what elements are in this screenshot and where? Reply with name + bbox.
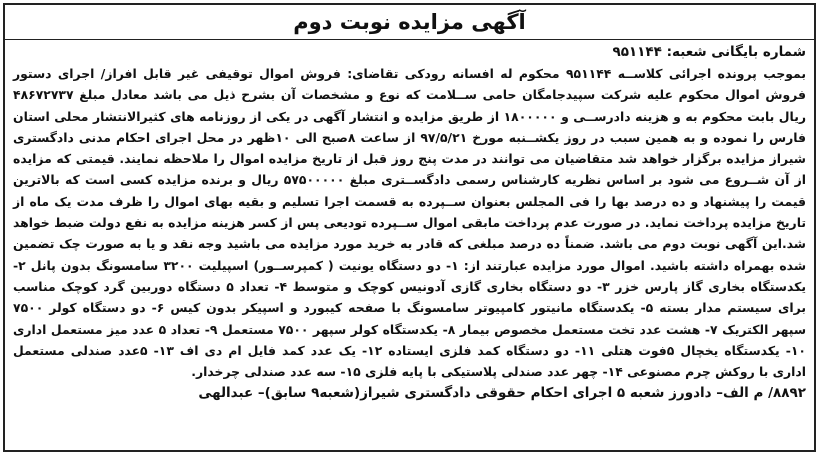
notice-body: بموجب پرونده اجرائی کلاســه ۹۵۱۱۴۴ محکوم له افسانه رودکی تقاضای: فروش اموال توقیفی غیر قابل افراز/ اجرای دستور فروش اموال محکوم علیه شرکت سپیدجامگان حامی ســلامت که نوع و مشخصات آن بشرح ذیل می باشد معادل مبلغ ۴۸۶۷۲۷۳۷ ریال بابت محکوم به و هزینه دادرســی و ۱۸۰۰۰۰۰ از طریق مزایده و انتشار آگهی در یکی از روزنامه های کثیرالانتشار محلی استان فارس را نموده و به همین سبب در روز یکشــنبه مورخ ۹۷/۵/۲۱ از ساعت ۸صبح الی ۱۰ظهر در محل اجرای احکام مدنی دادگستری شیراز مزایده برگزار خواهد شد متقاضیان می توانند در مدت پنج روز قبل از تاریخ مزایده اموال را ملاحظه نمایند. قیمتی که مزایده از آن شــروع می شود بر اساس نظریه کارشناس رسمی دادگســتری مبلغ ۵۷۵۰۰۰۰۰ ریال و برنده مزایده کسی است که بالاترین قیمت را پیشنهاد و ده درصد بها را فی المجلس بعنوان ســپرده به قسمت اجرا تسلیم و بقیه بهای اموال را ظرف مدت یک ماه از تاریخ مزایده پرداخت نماید. در صورت عدم پرداخت مابقی اموال ســپرده تودیعی پس از کسر هزینه مزایده به نفع دولت ضبط خواهد شد.این آگهی نوبت دوم می باشد. ضمناً ده درصد مبلغی که قادر به خرید مورد مزایده می باشید وجه نقد و یا به صورت چک تضمین شده بهمراه داشته باشید. اموال مورد مزایده عبارتند از: ۱- دو دستگاه یونیت ( کمپرســور) اسپیلیت ۳۲۰۰ سامسونگ بدون پانل ۲- یکدستگاه بخاری گاز پارس خزر ۳- دو دستگاه بخاری گازی آدونیس کوچک و متوسط ۴- تعداد ۵ دستگاه دوربین گرد کوچک مناسب برای سیستم مدار بسته ۵- یکدستگاه مانیتور کامپیوتر سامسونگ با صفحه کیبورد و اسپیکر بدون کیس ۶- دو دستگاه کولر ۷۵۰۰ سپهر الکتریک ۷- هشت عدد تخت مستعمل مخصوص بیمار ۸- یکدستگاه کولر سپهر ۷۵۰۰ مستعمل ۹- تعداد ۵ عدد میز مستعمل اداری ۱۰- یکدستگاه یخچال ۵فوت هتلی ۱۱- دو دستگاه کمد فلزی ایستاده ۱۲- یک عدد کمد فایل ام دی اف ۱۳- ۵عدد صندلی مستعمل اداری با روکش چرم مصنوعی ۱۴- چهر عدد صندلی پلاستیکی با پایه فلزی ۱۵- سه عدد صندلی چرخدار. — [13, 66, 807, 380]
notice-frame — [3, 3, 816, 452]
archive-number: شماره بایگانی شعبه: ۹۵۱۱۴۴ — [612, 44, 806, 60]
notice-title: آگهی مزایده نوبت دوم — [5, 7, 814, 40]
notice-footer: ۸۸۹۲/ م الف– دادورز شعبه ۵ اجرای احکام حقوقی دادگستری شیراز(شعبه۹ سابق)– عبدالهی — [198, 385, 806, 402]
